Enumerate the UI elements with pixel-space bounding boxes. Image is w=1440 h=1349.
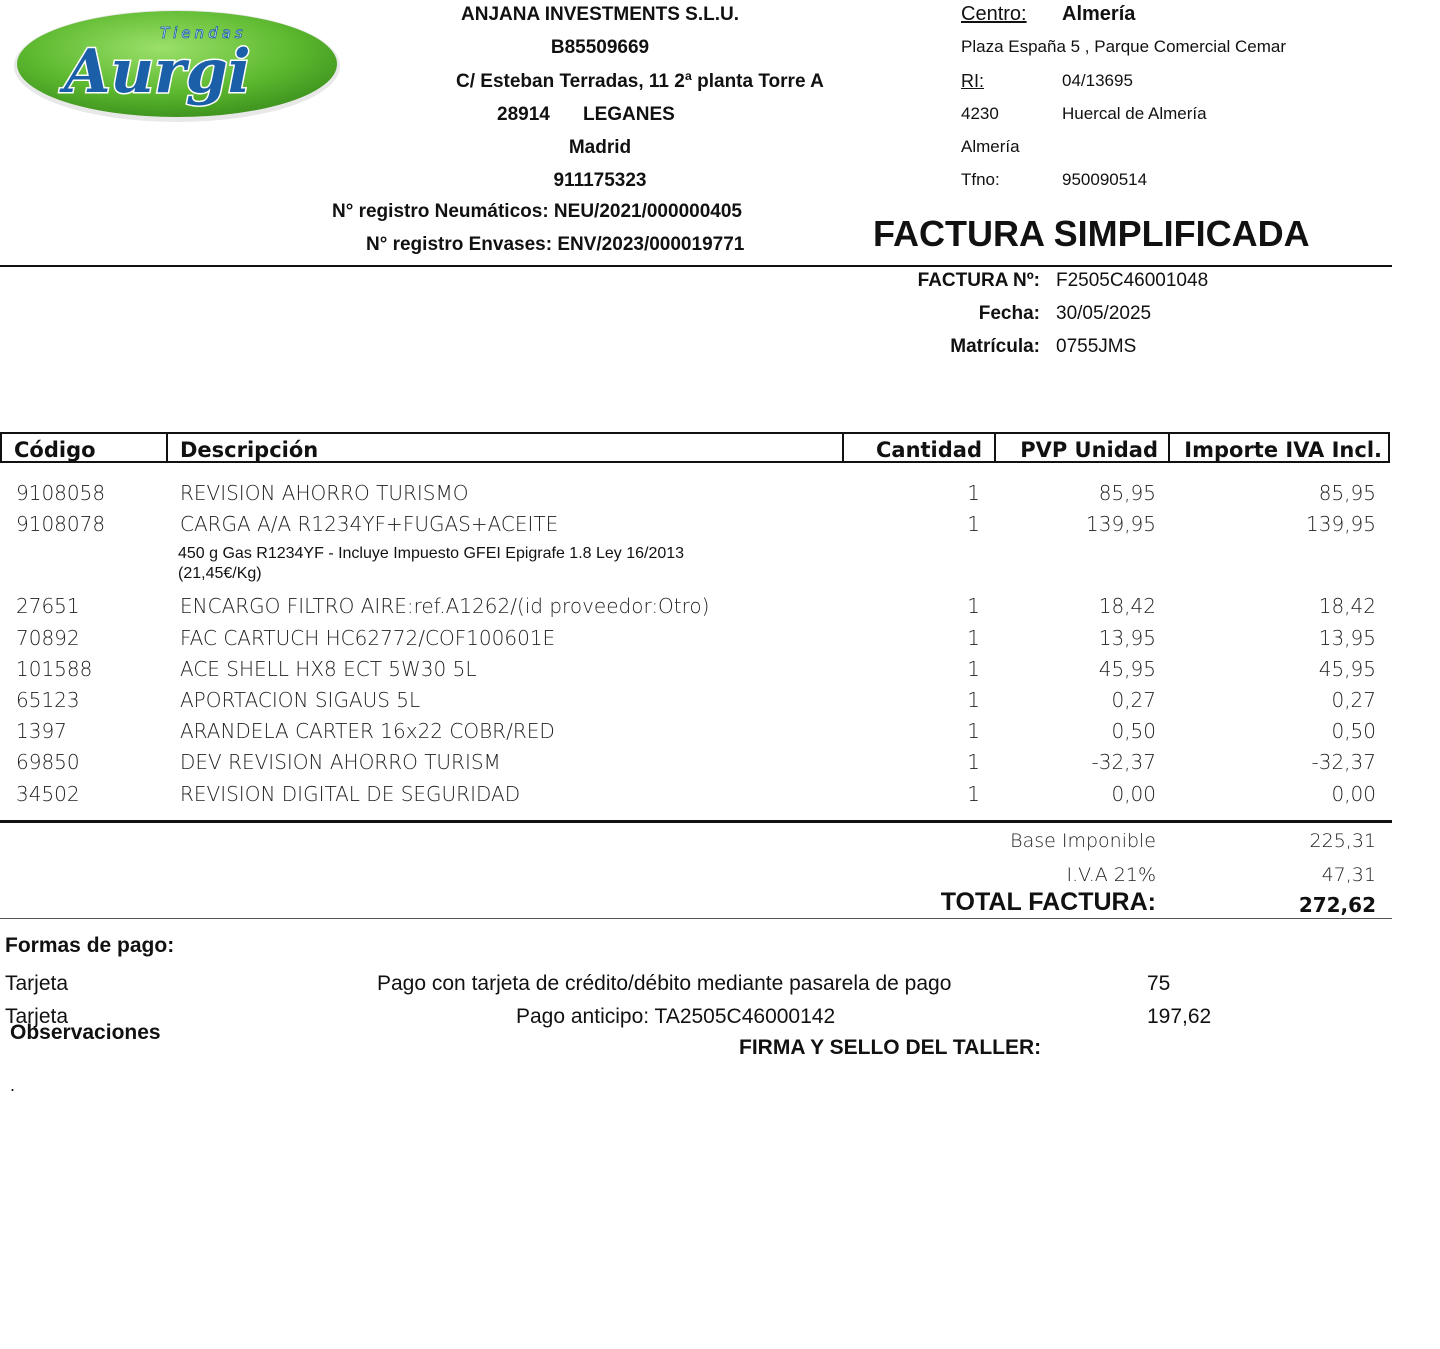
item-code: 9108058 — [16, 481, 106, 505]
logo-tiendas-text: Tiendas — [160, 24, 247, 42]
table-row — [0, 750, 1390, 780]
phone-label: Tfno: — [961, 170, 1000, 189]
payment-description: Pago con tarjeta de crédito/débito mediante pasarela de pago — [377, 972, 952, 995]
center-address: Plaza España 5 , Parque Comercial Cemar — [961, 37, 1287, 56]
item-amount: 18,42 — [1318, 594, 1376, 618]
base-imponible-value: 225,31 — [1309, 830, 1376, 852]
company-name: ANJANA INVESTMENTS S.L.U. — [461, 4, 739, 25]
company-phone: 911175323 — [553, 170, 647, 191]
company-postal-code: 28914 — [497, 104, 550, 125]
item-code: 69850 — [16, 750, 80, 774]
ri-value: 04/13695 — [1062, 71, 1133, 90]
item-unit-price: 18,42 — [1098, 594, 1156, 618]
item-amount: 45,95 — [1318, 657, 1376, 681]
logo-graphic — [12, 6, 342, 126]
item-note-line: (21,45€/Kg) — [178, 565, 262, 582]
signature-label: FIRMA Y SELLO DEL TALLER: — [739, 1036, 1042, 1059]
header-descripcion: Descripción — [180, 438, 319, 462]
center-label: Centro: — [961, 3, 1027, 25]
item-unit-price: 139,95 — [1086, 512, 1156, 536]
payment-method: Tarjeta — [5, 972, 69, 995]
table-row — [0, 688, 1390, 718]
plate-label: Matrícula: — [950, 336, 1040, 357]
item-amount: 0,00 — [1331, 782, 1376, 806]
table-row — [0, 657, 1390, 687]
company-province: Madrid — [568, 137, 632, 158]
center-province: Almería — [961, 137, 1020, 156]
payment-amount: 75 — [1147, 972, 1171, 995]
center-name: Almería — [1062, 3, 1136, 25]
aurgi-logo — [12, 6, 342, 126]
item-description: ENCARGO FILTRO AIRE:ref.A1262/(id proveedor:Otro) — [180, 594, 710, 618]
item-amount: 139,95 — [1306, 512, 1376, 536]
header-separator — [994, 434, 996, 461]
item-amount: 13,95 — [1318, 626, 1376, 650]
item-code: 101588 — [16, 657, 93, 681]
item-quantity: 1 — [967, 782, 980, 806]
header-pvp-unidad: PVP Unidad — [1020, 438, 1158, 462]
header-codigo: Código — [14, 438, 96, 462]
item-unit-price: 45,95 — [1098, 657, 1156, 681]
item-unit-price: 13,95 — [1098, 626, 1156, 650]
item-code: 70892 — [16, 626, 80, 650]
item-unit-price: 0,50 — [1111, 719, 1156, 743]
item-quantity: 1 — [967, 481, 980, 505]
item-amount: 85,95 — [1318, 481, 1376, 505]
ri-label: RI: — [961, 71, 985, 91]
item-code: 65123 — [16, 688, 80, 712]
registro-neumaticos: N° registro Neumáticos: NEU/2021/000000405 — [332, 201, 742, 222]
observations-title: Observaciones — [10, 1021, 161, 1044]
table-row — [0, 719, 1390, 749]
item-amount: -32,37 — [1311, 750, 1376, 774]
company-address: C/ Esteban Terradas, 11 2ª planta Torre A — [456, 71, 824, 92]
header-importe: Importe IVA Incl. — [1184, 438, 1382, 462]
totals-divider — [0, 918, 1392, 919]
table-row — [0, 626, 1390, 656]
invoice-date-label: Fecha: — [978, 303, 1040, 324]
item-quantity: 1 — [967, 594, 980, 618]
item-amount: 0,27 — [1331, 688, 1376, 712]
header-cantidad: Cantidad — [875, 438, 982, 462]
item-code: 27651 — [16, 594, 80, 618]
item-description: CARGA A/A R1234YF+FUGAS+ACEITE — [180, 512, 559, 536]
item-code: 1397 — [16, 719, 67, 743]
total-value: 272,62 — [1298, 893, 1376, 917]
invoice-title: FACTURA SIMPLIFICADA — [873, 213, 1310, 254]
plate-value: 0755JMS — [1056, 336, 1137, 357]
table-row — [0, 594, 1390, 624]
table-row — [0, 481, 1390, 511]
item-quantity: 1 — [967, 688, 980, 712]
item-amount: 0,50 — [1331, 719, 1376, 743]
invoice-number: F2505C46001048 — [1056, 270, 1209, 291]
iva-label: I.V.A 21% — [1066, 864, 1156, 886]
item-note-line: 450 g Gas R1234YF - Incluye Impuesto GFEI Epigrafe 1.8 Ley 16/2013 — [178, 545, 685, 562]
center-postal-code: 4230 — [961, 104, 999, 123]
payment-description: Pago anticipo: TA2505C46000142 — [516, 1005, 836, 1028]
item-code: 34502 — [16, 782, 80, 806]
item-quantity: 1 — [967, 750, 980, 774]
item-description: ARANDELA CARTER 16x22 COBR/RED — [180, 719, 555, 743]
payment-method: Tarjeta — [5, 1005, 69, 1028]
base-imponible-label: Base Imponible — [1010, 830, 1156, 852]
payment-amount: 197,62 — [1147, 1005, 1212, 1028]
item-code: 9108078 — [16, 512, 106, 536]
item-description: REVISION AHORRO TURISMO — [180, 481, 469, 505]
center-town: Huercal de Almería — [1062, 104, 1207, 123]
item-unit-price: -32,37 — [1091, 750, 1156, 774]
total-label: TOTAL FACTURA: — [940, 888, 1156, 916]
company-city: LEGANES — [583, 104, 675, 125]
table-header — [0, 432, 1390, 463]
table-row — [0, 512, 1390, 542]
company-cif: B85509669 — [550, 37, 650, 58]
observations-text: . — [10, 1075, 16, 1095]
invoice-number-label: FACTURA Nº: — [917, 270, 1040, 291]
item-quantity: 1 — [967, 719, 980, 743]
item-description: FAC CARTUCH HC62772/COF100601E — [180, 626, 556, 650]
header-separator — [166, 434, 168, 461]
table-bottom-divider — [0, 820, 1392, 823]
payment-title: Formas de pago: — [5, 934, 175, 957]
table-row — [0, 782, 1390, 812]
header-separator — [1168, 434, 1170, 461]
item-description: DEV REVISION AHORRO TURISM — [180, 750, 501, 774]
iva-value: 47,31 — [1321, 864, 1376, 886]
header-separator — [842, 434, 844, 461]
item-quantity: 1 — [967, 626, 980, 650]
center-phone: 950090514 — [1062, 170, 1148, 189]
item-unit-price: 0,00 — [1111, 782, 1156, 806]
item-unit-price: 0,27 — [1111, 688, 1156, 712]
invoice-date: 30/05/2025 — [1056, 303, 1152, 324]
item-description: REVISION DIGITAL DE SEGURIDAD — [180, 782, 521, 806]
logo-brand-text: Aurgi — [64, 37, 251, 107]
header-divider — [0, 265, 1392, 267]
item-description: APORTACION SIGAUS 5L — [180, 688, 421, 712]
item-quantity: 1 — [967, 657, 980, 681]
item-quantity: 1 — [967, 512, 980, 536]
item-description: ACE SHELL HX8 ECT 5W30 5L — [180, 657, 477, 681]
registro-envases: N° registro Envases: ENV/2023/000019771 — [366, 234, 745, 255]
item-unit-price: 85,95 — [1098, 481, 1156, 505]
